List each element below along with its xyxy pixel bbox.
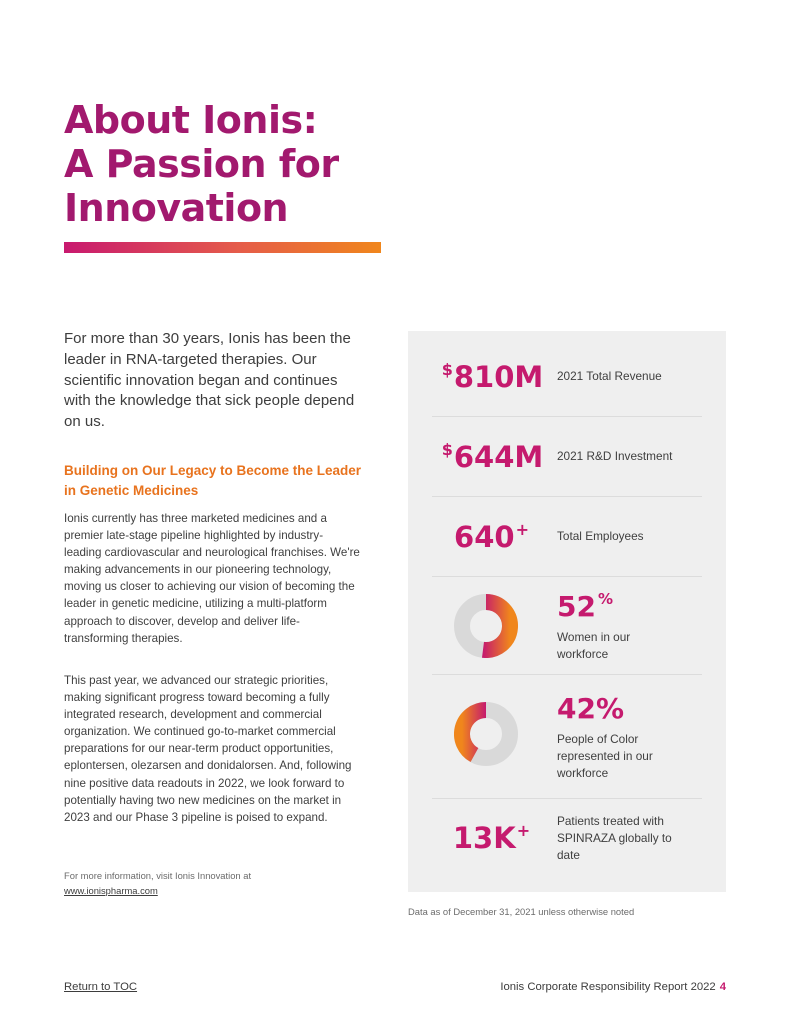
poc-donut-segment — [462, 710, 486, 755]
data-as-of-note: Data as of December 31, 2021 unless otherwise noted — [408, 906, 635, 917]
stat-women-suffix: % — [597, 590, 613, 608]
stat-women-label: Women in our workforce — [557, 630, 631, 661]
more-info-footnote — [64, 868, 344, 898]
stat-revenue-prefix: $ — [441, 360, 453, 379]
report-title: Ionis Corporate Responsibility Report 2022 — [500, 981, 716, 993]
page-number: 4 — [719, 981, 726, 993]
section-heading: Building on Our Legacy to Become the Leader in Genetic Medicines — [64, 463, 362, 498]
stat-poc — [432, 674, 702, 799]
women-donut-segment — [483, 602, 510, 650]
return-to-toc-link[interactable]: Return to TOC — [64, 981, 138, 993]
stat-patients — [432, 798, 702, 878]
stat-employees-suffix: + — [515, 520, 529, 539]
stat-revenue-label: 2021 Total Revenue — [557, 369, 662, 383]
intro-paragraph: For more than 30 years, Ionis has been the leader in RNA-targeted therapies. Our scientific innovation began and continues with the knowledge that sick people depend on us. — [64, 330, 355, 431]
stat-rnd-prefix: $ — [441, 440, 453, 459]
women-donut-chart — [454, 594, 518, 658]
stat-women-value: 52 — [557, 590, 596, 623]
footnote-text: For more information, visit Ionis Innovation at — [64, 870, 252, 881]
report-footer — [500, 981, 726, 993]
title-line-3: Innovation — [64, 186, 289, 230]
stat-revenue-value: 810M — [453, 360, 544, 394]
stat-poc-label: People of Color represented in our workforce — [557, 732, 653, 780]
title-line-2: A Passion for — [64, 142, 339, 186]
stat-rnd — [432, 416, 702, 497]
body-paragraph-2: This past year, we advanced our strategic priorities, making significant progress toward becoming a fully integrated research, development and commercial organization. We continued go-to-market commercial preparations for our near-term product opportunities, eplontersen, olezarsen and donidalorsen. And, following nine positive data readouts in 2022, we look forward to potentially having two new medicines on the market in 2023 and our Phase 3 pipeline is poised to expand. — [64, 674, 352, 824]
stat-employees-value: 640 — [454, 520, 515, 554]
key-stats-panel — [408, 331, 726, 892]
body-paragraph-1: Ionis currently has three marketed medicines and a premier late-stage pipeline highlighted by industry-leading cardiovascular and neurological franchises. We're making advancements in our pioneering technology, moving us closer to achieving our vision of becoming the leader in genetic medicine, utilizing a multi-platform approach to discover, develop and deliver life-transforming therapies. — [64, 512, 360, 645]
stat-poc-value: 42% — [557, 692, 625, 725]
stat-patients-suffix: + — [516, 821, 531, 840]
stat-employees — [432, 496, 702, 577]
stat-rnd-value: 644M — [453, 440, 544, 474]
title-line-1: About Ionis: — [64, 98, 318, 142]
stat-rnd-label: 2021 R&D Investment — [557, 449, 673, 463]
ionis-website-link[interactable]: www.ionispharma.com — [64, 885, 158, 896]
page-title — [64, 98, 339, 230]
poc-donut-chart — [454, 702, 518, 766]
stat-women — [432, 576, 702, 675]
stat-employees-label: Total Employees — [557, 529, 644, 543]
stat-revenue — [432, 336, 702, 417]
stat-patients-label: Patients treated with SPINRAZA globally to date — [557, 814, 672, 862]
stat-patients-value: 13K — [452, 821, 516, 855]
title-gradient-bar — [64, 242, 381, 253]
